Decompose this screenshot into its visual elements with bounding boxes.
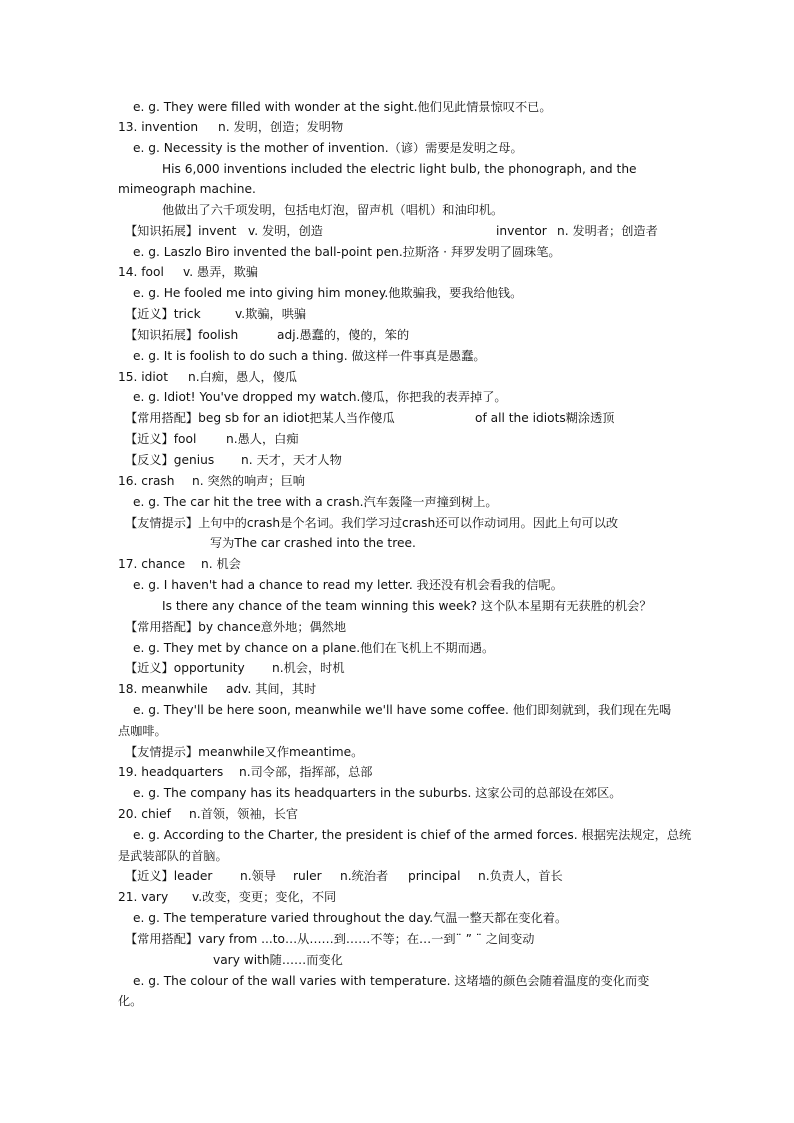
text-segment: 21. vary — [118, 890, 169, 904]
text-segment: n.愚人，白痴 — [226, 432, 299, 446]
text-segment: n. 发明者；创造者 — [557, 224, 658, 238]
text-segment: n.统治者 — [340, 869, 389, 883]
text-segment: n.负责人，首长 — [478, 869, 563, 883]
text-segment: 19. headquarters — [118, 765, 224, 779]
text-segment: n. 突然的响声；巨响 — [192, 474, 305, 488]
text-segment: 化。 — [118, 994, 143, 1008]
text-segment: 写为The car crashed into the tree. — [210, 536, 416, 550]
text-segment: 【近义】opportunity — [125, 661, 245, 675]
text-segment: vary with随……而变化 — [213, 953, 343, 967]
text-segment: ruler — [293, 869, 322, 883]
text-segment: e. g. They were filled with wonder at the sight.他们见此情景惊叹不已。 — [133, 100, 552, 114]
text-segment: His 6,000 inventions included the electric light bulb, the phonograph, and the — [162, 162, 637, 176]
text-segment: v.改变，变更；变化，不同 — [192, 890, 337, 904]
text-segment: 17. chance — [118, 557, 186, 571]
text-segment: e. g. It is foolish to do such a thing. 做这样一件事真是愚蠢。 — [133, 349, 486, 363]
text-segment: e. g. The colour of the wall varies with temperature. 这堵墙的颜色会随着温度的变化而变 — [133, 974, 650, 988]
text-segment: of all the idiots糊涂透顶 — [475, 411, 615, 425]
text-segment: 【常用搭配】by chance意外地；偶然地 — [125, 620, 347, 634]
text-segment: 【近义】fool — [125, 432, 197, 446]
text-segment: 是武装部队的首脑。 — [118, 849, 228, 863]
text-segment: e. g. The car hit the tree with a crash.汽车轰隆一声撞到树上。 — [133, 495, 498, 509]
text-segment: n. 天才，天才人物 — [241, 453, 342, 467]
text-segment: e. g. I haven't had a chance to read my letter. 我还没有机会看我的信呢。 — [133, 578, 563, 592]
text-segment: 【近义】trick — [125, 307, 201, 321]
text-segment: e. g. Idiot! You've dropped my watch.傻瓜，你把我的表弄掉了。 — [133, 390, 507, 404]
text-segment: e. g. They'll be here soon, meanwhile we'll have some coffee. 他们即刻就到，我们现在先喝 — [133, 703, 672, 717]
text-segment: 16. crash — [118, 474, 175, 488]
text-segment: e. g. According to the Charter, the president is chief of the armed forces. 根据宪法规定，总统 — [133, 828, 692, 842]
text-segment: Is there any chance of the team winning this week? 这个队本星期有无获胜的机会？ — [162, 599, 652, 613]
text-segment: adv. 其间，其时 — [226, 682, 317, 696]
text-segment: principal — [408, 869, 461, 883]
text-segment: 18. meanwhile — [118, 682, 208, 696]
text-segment: e. g. They met by chance on a plane.他们在飞机上不期而遇。 — [133, 641, 495, 655]
text-segment: e. g. The company has its headquarters in the suburbs. 这家公司的总部设在郊区。 — [133, 786, 622, 800]
text-segment: 点咖啡。 — [118, 724, 167, 738]
text-segment: v. 发明，创造 — [248, 224, 323, 238]
text-segment: v.欺骗，哄骗 — [235, 307, 307, 321]
text-segment: n.机会，时机 — [272, 661, 345, 675]
text-segment: e. g. He fooled me into giving him money.他欺骗我，要我给他钱。 — [133, 286, 523, 300]
text-segment: 【知识拓展】invent — [125, 224, 237, 238]
text-segment: adj.愚蠢的，傻的，笨的 — [277, 328, 410, 342]
text-segment: e. g. Necessity is the mother of invention.（谚）需要是发明之母。 — [133, 141, 523, 155]
text-segment: 【常用搭配】beg sb for an idiot把某人当作傻瓜 — [125, 411, 395, 425]
text-segment: 【常用搭配】vary from ...to…从……到……不等；在…一到¨ ” ¨ 之间变动 — [125, 932, 535, 946]
text-segment: n.首领，领袖，长官 — [189, 807, 299, 821]
text-segment: 20. chief — [118, 807, 171, 821]
text-segment: mimeograph machine. — [118, 182, 256, 196]
text-segment: 13. invention — [118, 120, 199, 134]
text-segment: n.司令部，指挥部，总部 — [239, 765, 373, 779]
text-segment: v. 愚弄，欺骗 — [183, 265, 258, 279]
text-segment: 【友情提示】meanwhile又作meantime。 — [125, 745, 364, 759]
text-segment: e. g. The temperature varied throughout the day.气温一整天都在变化着。 — [133, 911, 568, 925]
text-segment: n.白痴，愚人，傻瓜 — [188, 370, 298, 384]
text-segment: 他做出了六千项发明，包括电灯泡，留声机（唱机）和油印机。 — [162, 203, 504, 217]
text-segment: 【知识拓展】foolish — [125, 328, 239, 342]
text-segment: 15. idiot — [118, 370, 168, 384]
text-segment: inventor — [496, 224, 547, 238]
text-segment: e. g. Laszlo Biro invented the ball-point pen.拉斯洛 · 拜罗发明了圆珠笔。 — [133, 245, 561, 259]
text-segment: n.领导 — [240, 869, 276, 883]
text-segment: n. 机会 — [201, 557, 241, 571]
text-segment: 【反义】genius — [125, 453, 215, 467]
text-segment: 14. fool — [118, 265, 164, 279]
text-segment: n. 发明，创造；发明物 — [218, 120, 344, 134]
text-segment: 【近义】leader — [125, 869, 213, 883]
text-segment: 【友情提示】上句中的crash是个名词。我们学习过crash还可以作动词用。因此上句可以改 — [125, 516, 619, 530]
